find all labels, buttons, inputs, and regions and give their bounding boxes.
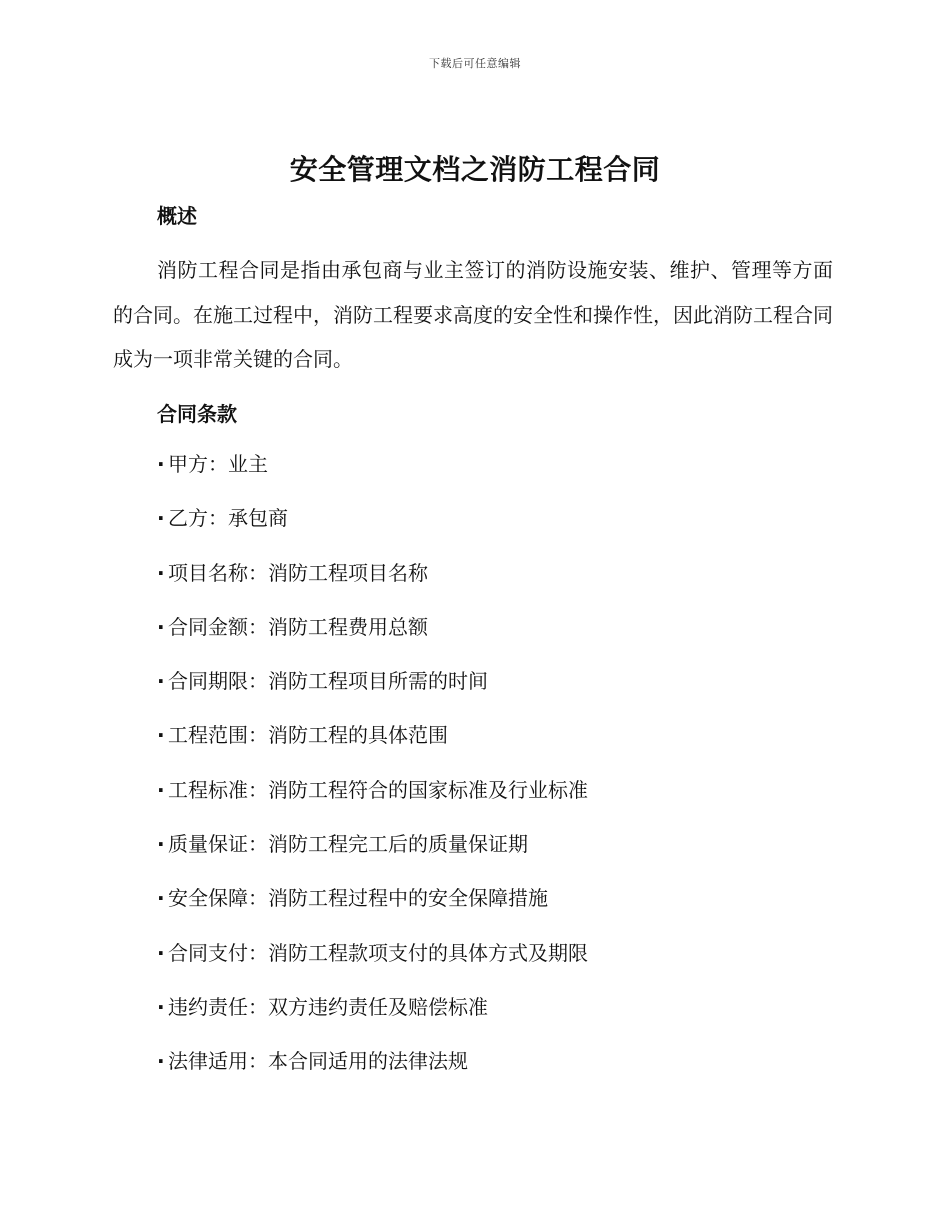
clause-separator: ： [248,832,268,857]
clause-item [157,561,588,615]
bullet-mark: · [157,1049,165,1074]
overview-heading: 概述 [157,204,197,228]
clause-item [157,832,588,886]
clause-separator: ： [248,994,268,1019]
bullet-mark: · [157,832,165,857]
bullet-mark: · [157,940,165,965]
clause-label: 合同支付 [168,940,248,965]
clause-separator: ： [248,777,268,802]
bullet-mark: · [157,723,165,748]
clause-label: 合同金额 [168,614,248,639]
clause-item [157,452,588,506]
clause-separator: ： [248,886,268,911]
bullet-mark: · [157,886,165,911]
bullet-mark: · [157,777,165,802]
clause-separator: ： [248,560,268,585]
clause-label: 甲方 [168,452,208,476]
header-note: 下载后可任意编辑 [429,57,521,70]
clause-value: 消防工程过程中的安全保障措施 [268,886,548,911]
clause-value: 本合同适用的法律法规 [268,1049,468,1074]
clause-label: 项目名称 [168,560,248,585]
overview-paragraph: 消防工程合同是指由承包商与业主签订的消防设施安装、维护、管理等方面的合同。在施工过程中，消防工程要求高度的安全性和操作性，因此消防工程合同成为一项非常关键的合同。 [113,258,833,371]
clause-label: 质量保证 [168,832,248,857]
clause-separator: ： [208,506,228,531]
clause-separator: ： [248,614,268,639]
clause-separator: ： [248,1049,268,1074]
clause-item [157,669,588,723]
bullet-mark: · [157,560,165,585]
clause-item [157,1049,588,1103]
clause-value: 消防工程项目所需的时间 [268,669,488,694]
clause-separator: ： [248,669,268,694]
clause-item [157,506,588,560]
clause-value: 双方违约责任及赔偿标准 [268,994,488,1019]
clause-item [157,615,588,669]
bullet-mark: · [157,506,165,531]
clause-item [157,886,588,940]
clause-value: 业主 [228,452,268,476]
clause-value: 消防工程款项支付的具体方式及期限 [268,940,588,965]
clause-separator: ： [208,452,228,476]
clause-label: 法律适用 [168,1049,248,1074]
clause-item [157,778,588,832]
clause-value: 消防工程完工后的质量保证期 [268,832,528,857]
clause-label: 乙方 [168,506,208,531]
clause-value: 承包商 [228,506,288,531]
clause-value: 消防工程项目名称 [268,560,428,585]
clause-item [157,995,588,1049]
clause-label: 安全保障 [168,886,248,911]
bullet-mark: · [157,452,165,476]
clause-label: 工程范围 [168,723,248,748]
clause-label: 违约责任 [168,994,248,1019]
terms-list [157,452,588,1104]
clause-label: 工程标准 [168,777,248,802]
clause-separator: ： [248,723,268,748]
clause-value: 消防工程符合的国家标准及行业标准 [268,777,588,802]
clause-item [157,941,588,995]
clause-label: 合同期限 [168,669,248,694]
clause-value: 消防工程的具体范围 [268,723,448,748]
clause-item [157,723,588,777]
bullet-mark: · [157,614,165,639]
bullet-mark: · [157,669,165,694]
clause-separator: ： [248,940,268,965]
document-title: 安全管理文档之消防工程合同 [289,153,661,186]
bullet-mark: · [157,994,165,1019]
clause-value: 消防工程费用总额 [268,614,428,639]
terms-heading: 合同条款 [157,402,237,426]
